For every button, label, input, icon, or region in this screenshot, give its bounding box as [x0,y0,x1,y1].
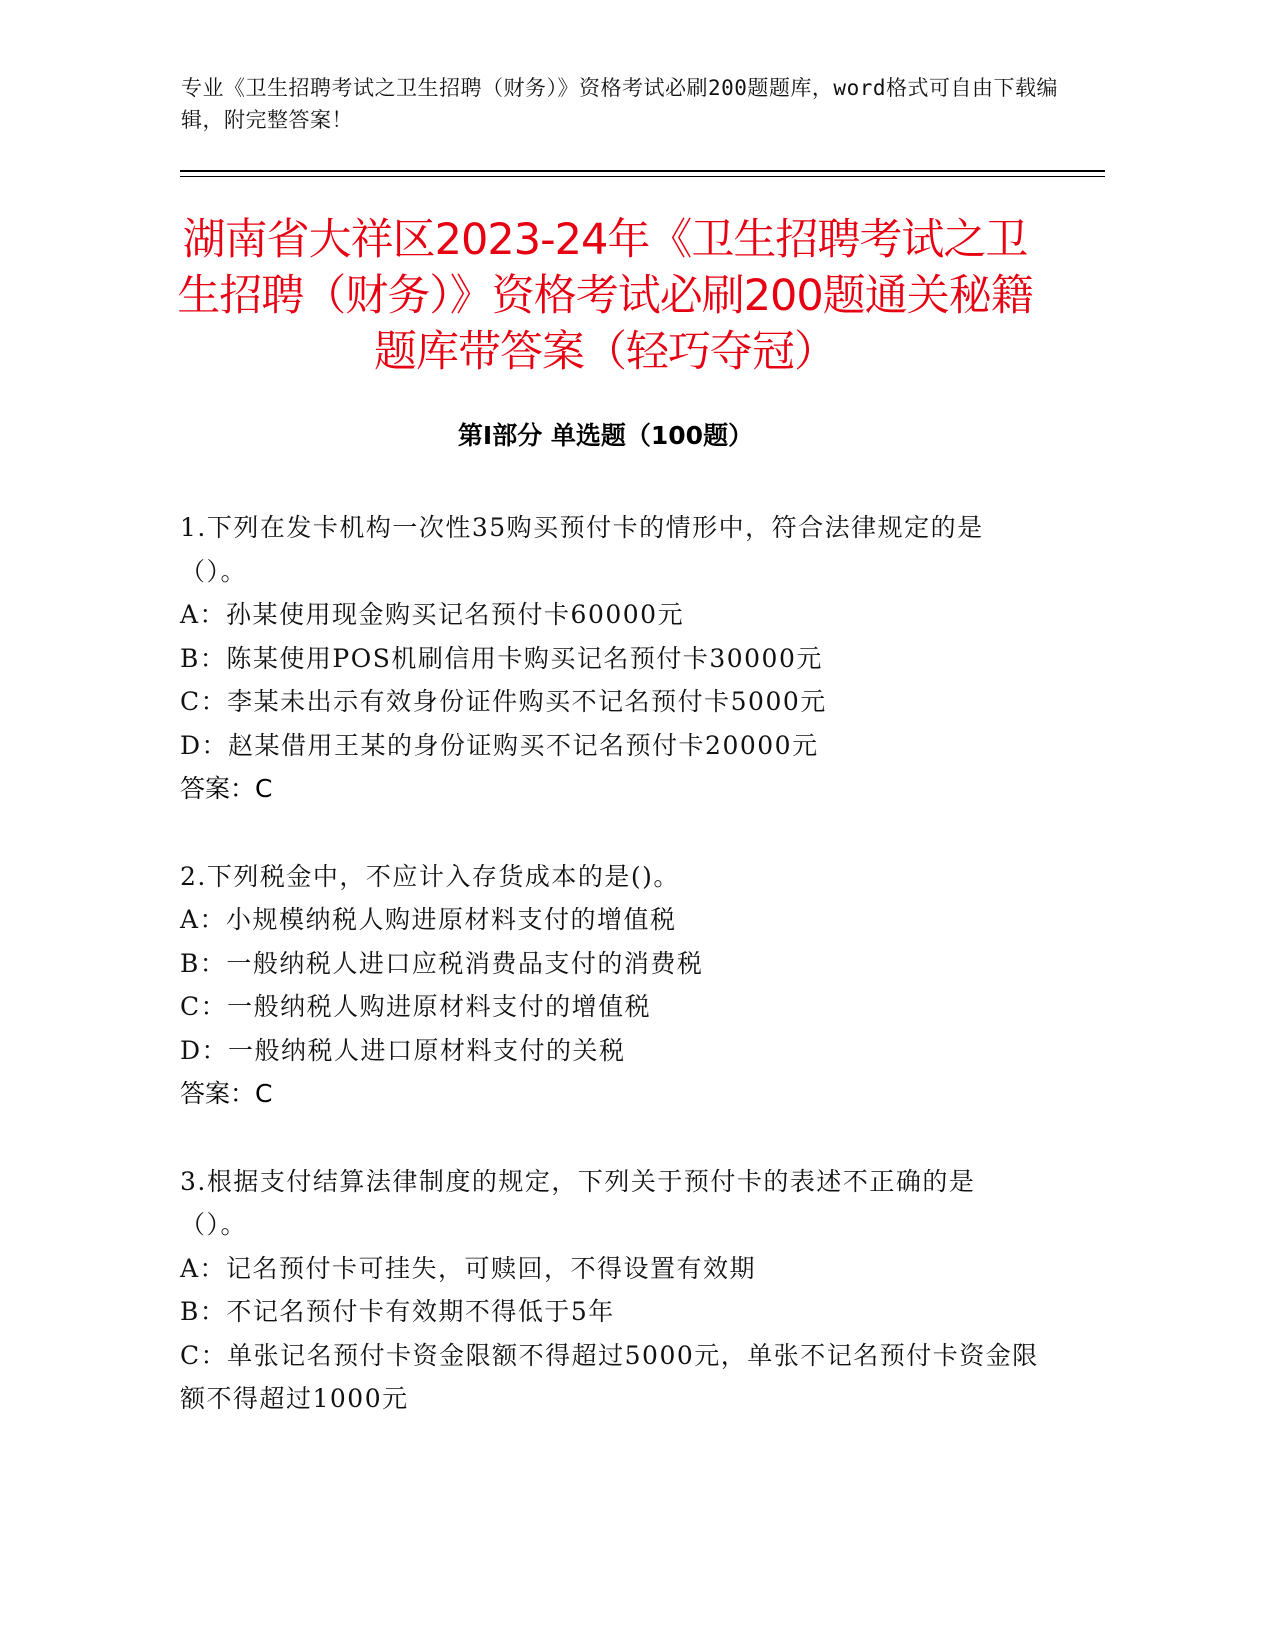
option-b: B：陈某使用POS机刷信用卡购买记名预付卡30000元 [180,643,823,673]
answer: 答案：C [180,774,273,803]
option-d: D：赵某借用王某的身份证购买不记名预付卡20000元 [180,730,819,760]
option-a: A：小规模纳税人购进原材料支付的增值税 [180,905,677,934]
option-a: A：记名预付卡可挂失，可赎回，不得设置有效期 [180,1253,757,1283]
question-2 [180,855,1040,1116]
question-stem: 2.下列税金中，不应计入存货成本的是()。 [180,861,680,891]
option-c: C：单张记名预付卡资金限额不得超过5000元，单张不记名预付卡资金限额不得超过1000元 [180,1340,1039,1413]
question-1 [180,506,1040,811]
option-b: B：一般纳税人进口应税消费品支付的消费税 [180,948,704,978]
question-stem: 1.下列在发卡机构一次性35购买预付卡的情形中，符合法律规定的是（）。 [180,513,984,586]
option-d: D：一般纳税人进口原材料支付的关税 [180,1035,626,1065]
option-a: A：孙某使用现金购买记名预付卡60000元 [180,600,685,629]
answer: 答案：C [180,1079,273,1108]
question-stem: 3.根据支付结算法律制度的规定，下列关于预付卡的表述不正确的是（）。 [180,1166,976,1239]
section-heading: 第Ⅰ部分 单选题（100题） [457,421,754,450]
document-title: 湖南省大祥区2023-24年《卫生招聘考试之卫生招聘（财务）》资格考试必刷200题通关秘籍题库带答案（轻巧夺冠） [177,215,1033,377]
header-note: 专业《卫生招聘考试之卫生招聘（财务）》资格考试必刷200题题库，word格式可自由下载编辑，附完整答案！ [181,76,1058,132]
question-list [180,506,1040,1465]
question-3 [180,1160,1040,1421]
option-c: C：李某未出示有效身份证件购买不记名预付卡5000元 [180,687,827,716]
option-c: C：一般纳税人购进原材料支付的增值税 [180,992,652,1021]
option-b: B：不记名预付卡有效期不得低于5年 [180,1297,615,1326]
header-divider-thick [180,170,1105,172]
header-divider-thin [180,176,1105,177]
